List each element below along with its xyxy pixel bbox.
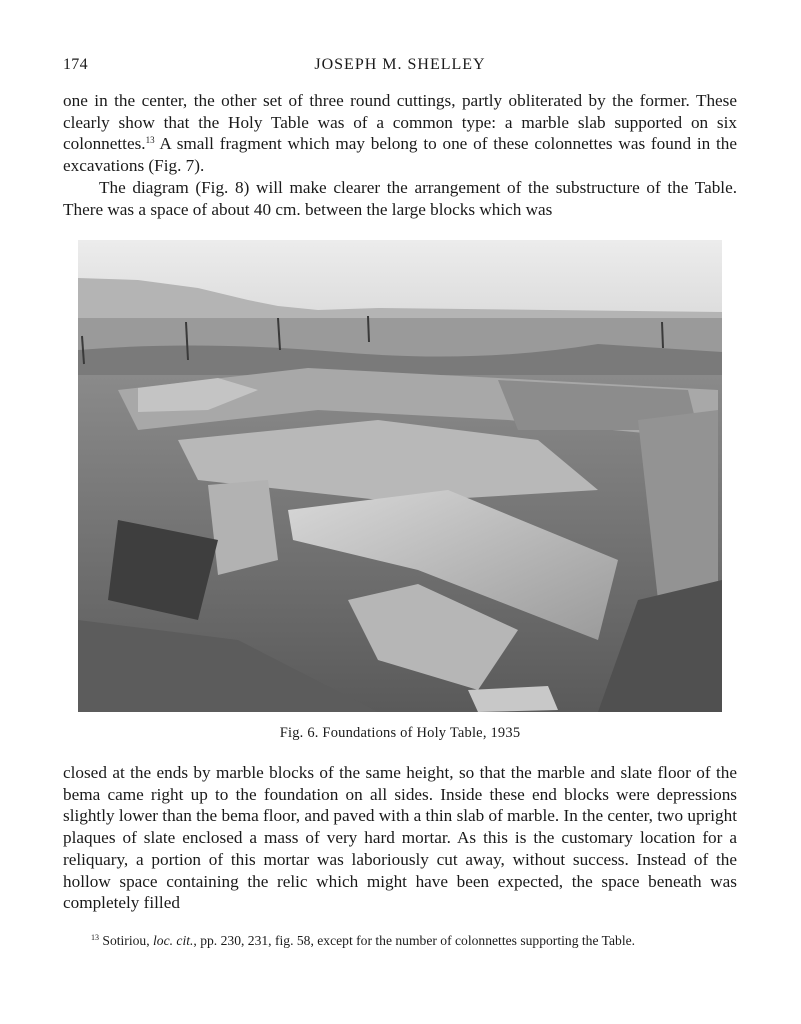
paragraph-text: A small fragment which may belong to one of these colonnettes was found in the excavations (Fig. 7). (63, 134, 737, 176)
running-head (63, 56, 737, 78)
footnote (63, 932, 737, 950)
footnote-reference[interactable]: 13 (145, 135, 155, 146)
small-slab (468, 686, 558, 712)
book-page (63, 0, 737, 1024)
upright-block (208, 480, 278, 575)
footnote-text: , pp. 230, 231, fig. 58, except for the number of colonnettes supporting the Table. (193, 933, 636, 948)
figure-caption: Fig. 6. Foundations of Holy Table, 1935 (279, 725, 521, 741)
footnote-text: Sotiriou, (99, 933, 154, 948)
excavation-photograph (78, 240, 722, 712)
paragraph: The diagram (Fig. 8) will make clearer the arrangement of the substructure of the Table. There was a space of about 40 cm. between the large blocks which was (63, 177, 737, 219)
body-text-top (63, 90, 737, 220)
footnote-number: 13 (91, 933, 99, 942)
paragraph-continued (63, 90, 737, 177)
paragraph-text: one in the center, the other set of three round cuttings, partly obliterated by the former. These clearly show that the Holy Table was of a common type: a marble slab supported on six colonnettes. (63, 91, 737, 154)
body-text-bottom (63, 762, 737, 914)
figure-photo-holy-table-foundations (78, 240, 722, 712)
paragraph: closed at the ends by marble blocks of the same height, so that the marble and slate floor of the bema came right up to the foundation on all sides. Inside these end blocks were depressions slightly lower than the bema floor, and paved with a thin slab of marble. In the center, two upright plaques of slate enclosed a mass of very hard mortar. As this is the customary location for a reliquary, a portion of this mortar was laboriously cut away, without success. Instead of the hollow space containing the relic which might have been expected, the space beneath was completely filled (63, 763, 738, 913)
page-number: 174 (63, 56, 88, 73)
footnote-citation-italic: loc. cit. (153, 933, 194, 948)
running-title: JOSEPH M. SHELLEY (314, 56, 486, 73)
